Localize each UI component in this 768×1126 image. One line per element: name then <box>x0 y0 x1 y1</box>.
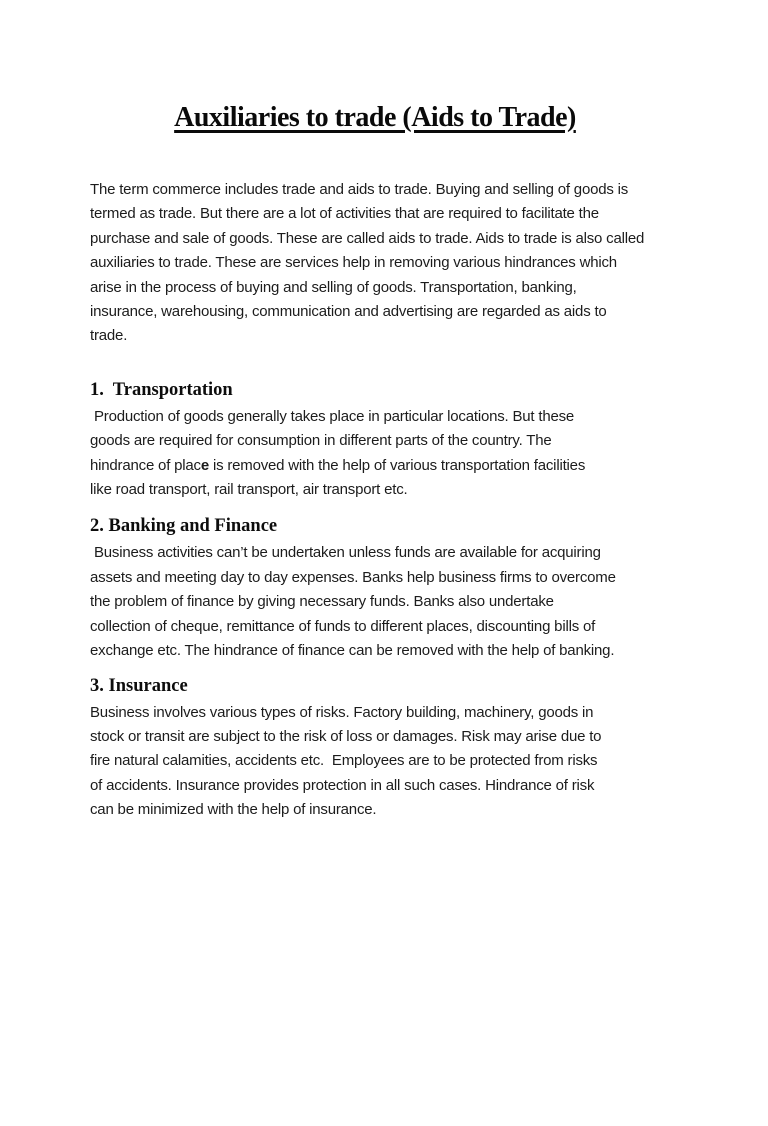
text-line: purchase and sale of goods. These are called aids to trade. Aids to trade is also called <box>90 229 645 247</box>
text-line: stock or transit are subject to the risk of loss or damages. Risk may arise due to <box>90 727 602 745</box>
text-line: the problem of finance by giving necessary funds. Banks also undertake <box>90 593 554 611</box>
text-line: Production of goods generally takes place in particular locations. But these <box>90 407 575 425</box>
intro-paragraph <box>90 178 708 349</box>
text-line: termed as trade. But there are a lot of activities that are required to facilitate the <box>90 205 599 223</box>
text-line: assets and meeting day to day expenses. Banks help business firms to overcome <box>90 568 616 586</box>
section-heading-transportation: 1. Transportation <box>90 379 233 400</box>
section-heading-insurance: 3. Insurance <box>90 675 188 696</box>
text-line: can be minimized with the help of insurance. <box>90 801 377 819</box>
text-line: like road transport, rail transport, air transport etc. <box>90 481 408 499</box>
text-line: arise in the process of buying and selling of goods. Transportation, banking, <box>90 278 577 296</box>
text-line: auxiliaries to trade. These are services help in removing various hindrances which <box>90 254 617 272</box>
text-line: collection of cheque, remittance of funds to different places, discounting bills of <box>90 617 596 635</box>
banking-paragraph <box>90 541 708 663</box>
document-title: Auxiliaries to trade (Aids to Trade) <box>174 102 576 133</box>
text-line: exchange etc. The hindrance of finance can be removed with the help of banking. <box>90 642 615 660</box>
section-heading-banking: 2. Banking and Finance <box>90 516 278 537</box>
section-banking <box>90 516 708 663</box>
text-line: The term commerce includes trade and aids to trade. Buying and selling of goods is <box>90 181 629 198</box>
text-segment: is removed with the help of various transportation facilities <box>209 456 586 474</box>
section-transportation <box>90 380 708 503</box>
document-page <box>0 102 768 1126</box>
insurance-paragraph <box>90 701 708 823</box>
text-line: Business involves various types of risks. Factory building, machinery, goods in <box>90 703 594 721</box>
text-line: insurance, warehousing, communication and advertising are regarded as aids to <box>90 303 607 321</box>
transportation-paragraph <box>90 405 708 503</box>
section-insurance <box>90 676 708 823</box>
text-line: of accidents. Insurance provides protection in all such cases. Hindrance of risk <box>90 776 595 794</box>
text-segment: hindrance of plac <box>90 456 201 474</box>
text-line <box>90 454 708 478</box>
text-line: fire natural calamities, accidents etc. Employees are to be protected from risks <box>90 752 598 770</box>
text-line: goods are required for consumption in different parts of the country. The <box>90 432 552 450</box>
text-line: Business activities can’t be undertaken unless funds are available for acquiring <box>90 544 601 562</box>
bold-text-segment: e <box>200 456 209 474</box>
text-line: trade. <box>90 327 128 345</box>
